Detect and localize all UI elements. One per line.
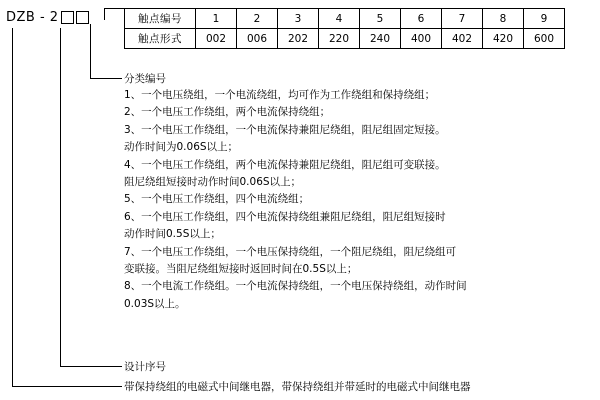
list-item: 2、一个电压工作绕组，两个电流保持绕组； (124, 106, 331, 119)
value-1: 002 (196, 29, 237, 49)
list-item: 4、一个电压工作绕组，两个电流保持兼阻尼绕组，阻尼组可变联接。 (124, 158, 446, 171)
row-header-contact-form: 触点形式 (125, 29, 196, 49)
value-9: 600 (524, 29, 565, 49)
table-row (125, 29, 565, 49)
leader-line-design (60, 28, 61, 366)
col-6: 6 (401, 9, 442, 29)
contact-spec-table (124, 8, 565, 49)
leader-tick-table (104, 8, 124, 9)
leader-tick-description (12, 386, 122, 387)
list-item: 3、一个电压工作绕组，一个电流保持兼阻尼绕组，阻尼组固定短接。 (124, 123, 446, 136)
model-box-2 (76, 11, 89, 24)
col-7: 7 (442, 9, 483, 29)
table-row (125, 9, 565, 29)
leader-tick-design (60, 366, 122, 367)
list-item: 7、一个电压工作绕组，一个电压保持绕组，一个阻尼绕组，阻尼绕组可 (124, 245, 457, 258)
model-code (6, 10, 89, 25)
list-item: 8、一个电流工作绕组。一个电流保持绕组，一个电压保持绕组，动作时间 (124, 280, 467, 293)
row-header-contact-number: 触点编号 (125, 9, 196, 29)
value-4: 220 (319, 29, 360, 49)
leader-tick-category (90, 78, 122, 79)
col-8: 8 (483, 9, 524, 29)
list-item: 阻尼绕组短接时动作时间0.06S以上； (124, 176, 302, 189)
value-7: 402 (442, 29, 483, 49)
description-label: 带保持绕组的电磁式中间继电器，带保持绕组并带延时的电磁式中间继电器 (124, 381, 471, 393)
category-heading: 分类编号 (124, 73, 166, 85)
list-item: 变联接。当阻尼绕组短接时返回时间在0.5S以上； (124, 263, 358, 276)
leader-line-table (104, 8, 105, 20)
col-1: 1 (196, 9, 237, 29)
list-item: 1、一个电压绕组，一个电流绕组，均可作为工作绕组和保持绕组； (124, 89, 436, 101)
value-3: 202 (278, 29, 319, 49)
list-item: 动作时间0.5S以上； (124, 228, 221, 241)
design-serial-label: 设计序号 (124, 361, 166, 373)
list-item: 动作时间为0.06S以上； (124, 141, 239, 154)
list-item: 5、一个电压工作绕组，四个电流绕组； (124, 193, 310, 206)
list-item: 0.03S以上。 (124, 297, 186, 310)
model-box-1 (61, 11, 74, 24)
col-2: 2 (237, 9, 278, 29)
leader-line-category (90, 24, 91, 78)
col-5: 5 (360, 9, 401, 29)
value-5: 240 (360, 29, 401, 49)
list-item: 6、一个电压工作绕组，四个电流保持绕组兼阻尼绕组，阻尼组短接时 (124, 210, 446, 223)
col-9: 9 (524, 9, 565, 29)
value-8: 420 (483, 29, 524, 49)
value-2: 006 (237, 29, 278, 49)
col-4: 4 (319, 9, 360, 29)
model-prefix: DZB - 2 (6, 10, 59, 25)
col-3: 3 (278, 9, 319, 29)
value-6: 400 (401, 29, 442, 49)
category-items (124, 87, 524, 313)
leader-line-description (12, 28, 13, 386)
